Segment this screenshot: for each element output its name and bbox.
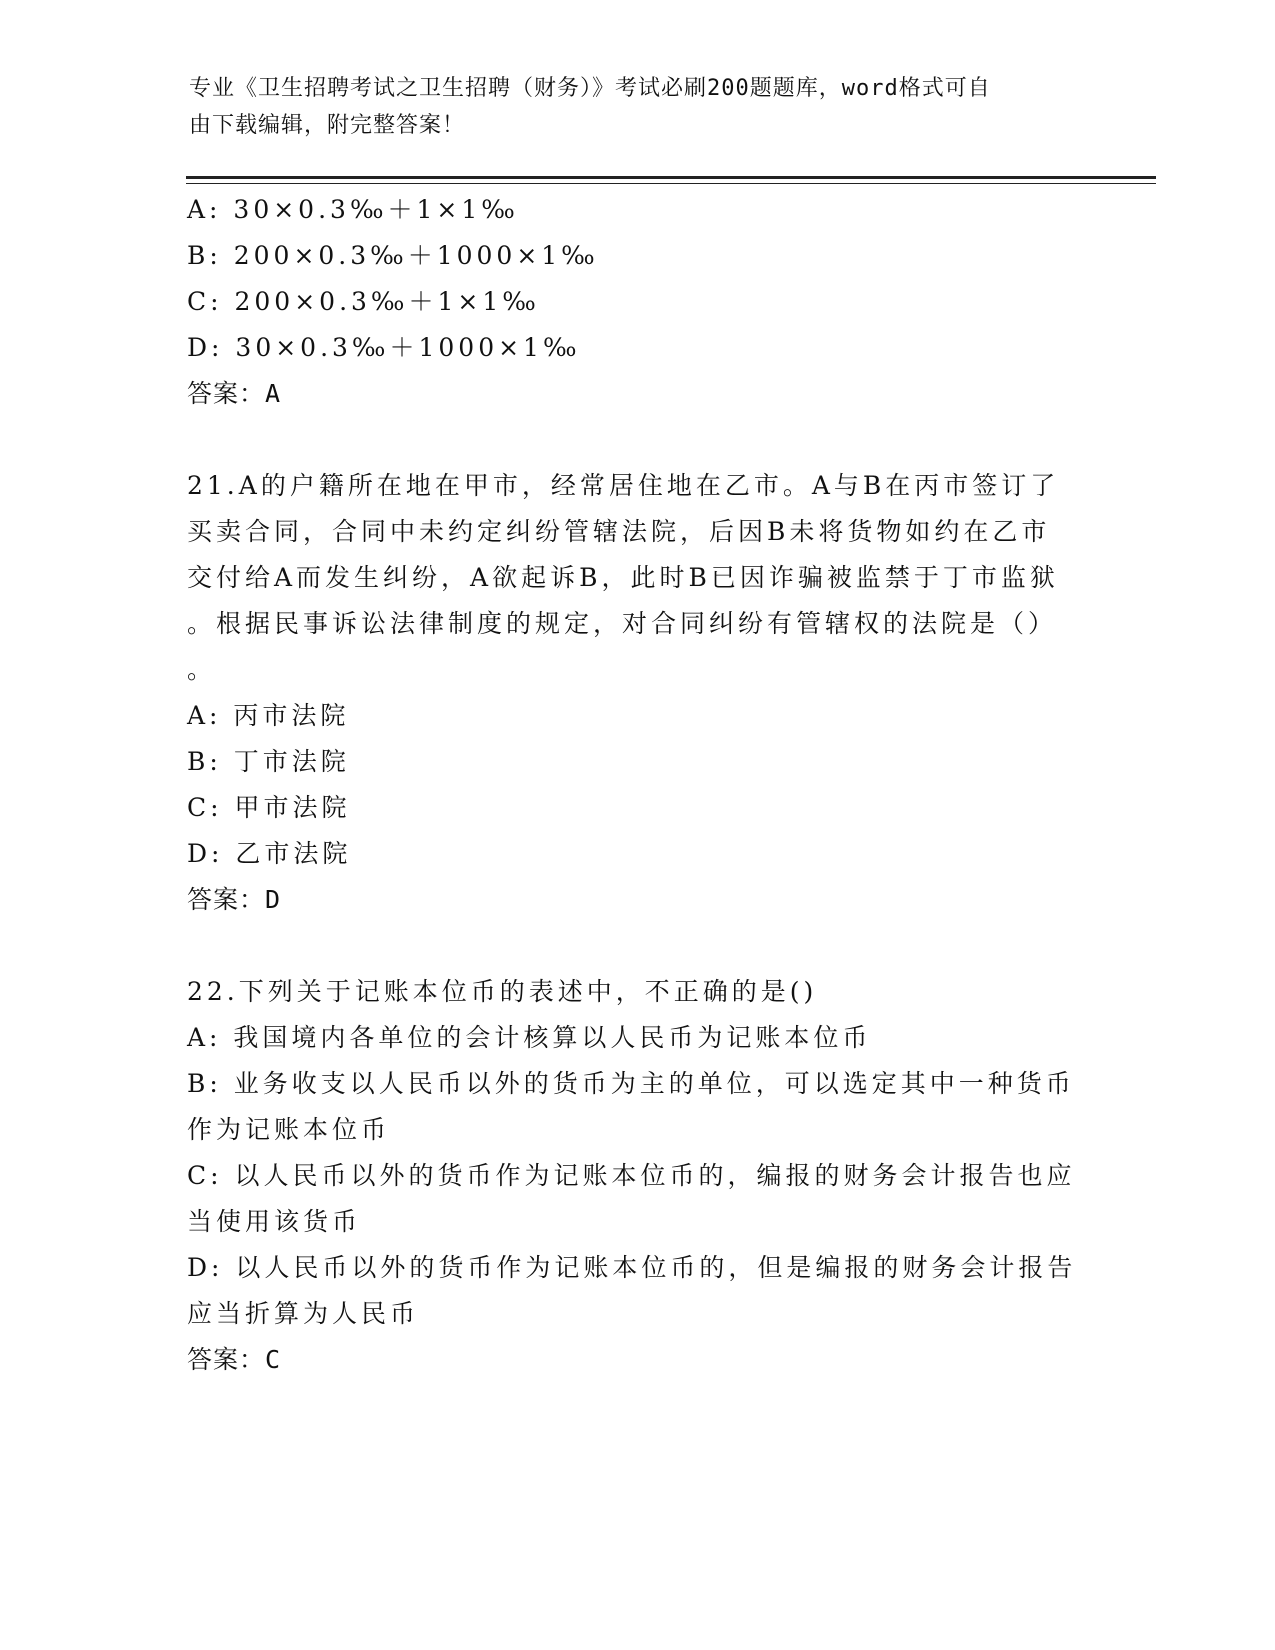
option-d: D: 以人民币以外的货币作为记账本位币的，但是编报的财务会计报告 [187, 1253, 1077, 1282]
option-a: A: 丙市法院 [187, 701, 350, 730]
header-divider-thick [186, 176, 1156, 179]
question-stem-line: 22.下列关于记账本位币的表述中，不正确的是() [187, 977, 818, 1006]
option-d: D: 乙市法院 [187, 839, 352, 868]
option-b-continued: 作为记账本位币 [187, 1115, 391, 1144]
question-stem-line: 。根据民事诉讼法律制度的规定，对合同纠纷有管辖权的法院是（） [187, 609, 1058, 638]
option-b: B: 200×0.3‰＋1000×1‰ [187, 241, 599, 270]
option-c: C: 200×0.3‰＋1×1‰ [187, 287, 540, 316]
option-d-continued: 应当折算为人民币 [187, 1299, 420, 1328]
header-divider-thin [186, 183, 1156, 184]
answer-line: 答案：D [187, 885, 282, 914]
question-21 [187, 463, 1077, 923]
option-a: A: 30×0.3‰＋1×1‰ [187, 195, 519, 224]
question-stem-line: 交付给A而发生纠纷，A欲起诉B，此时B已因诈骗被监禁于丁市监狱 [187, 563, 1059, 592]
question-stem-line: 。 [187, 655, 217, 684]
header-line-2: 由下载编辑，附完整答案！ [189, 113, 466, 138]
question-content [187, 187, 1077, 1383]
option-c: C: 甲市法院 [187, 793, 351, 822]
option-b: B: 业务收支以人民币以外的货币为主的单位，可以选定其中一种货币 [187, 1069, 1075, 1098]
answer-line: 答案：A [187, 379, 282, 408]
question-22 [187, 969, 1077, 1383]
spacer [187, 923, 1077, 969]
option-b: B: 丁市法院 [187, 747, 350, 776]
option-a: A: 我国境内各单位的会计核算以人民币为记账本位币 [187, 1023, 872, 1052]
option-c: C: 以人民币以外的货币作为记账本位币的，编报的财务会计报告也应 [187, 1161, 1076, 1190]
question-stem-line: 21.A的户籍所在地在甲市，经常居住地在乙市。A与B在丙市签订了 [187, 471, 1060, 500]
document-header [189, 70, 1069, 144]
spacer [187, 417, 1077, 463]
header-line-1: 专业《卫生招聘考试之卫生招聘（财务）》考试必刷200题题库，word格式可自 [189, 76, 991, 101]
option-d: D: 30×0.3‰＋1000×1‰ [187, 333, 581, 362]
question-stem-line: 买卖合同，合同中未约定纠纷管辖法院，后因B未将货物如约在乙市 [187, 517, 1051, 546]
previous-question [187, 187, 1077, 417]
option-c-continued: 当使用该货币 [187, 1207, 362, 1236]
answer-line: 答案：C [187, 1345, 282, 1374]
